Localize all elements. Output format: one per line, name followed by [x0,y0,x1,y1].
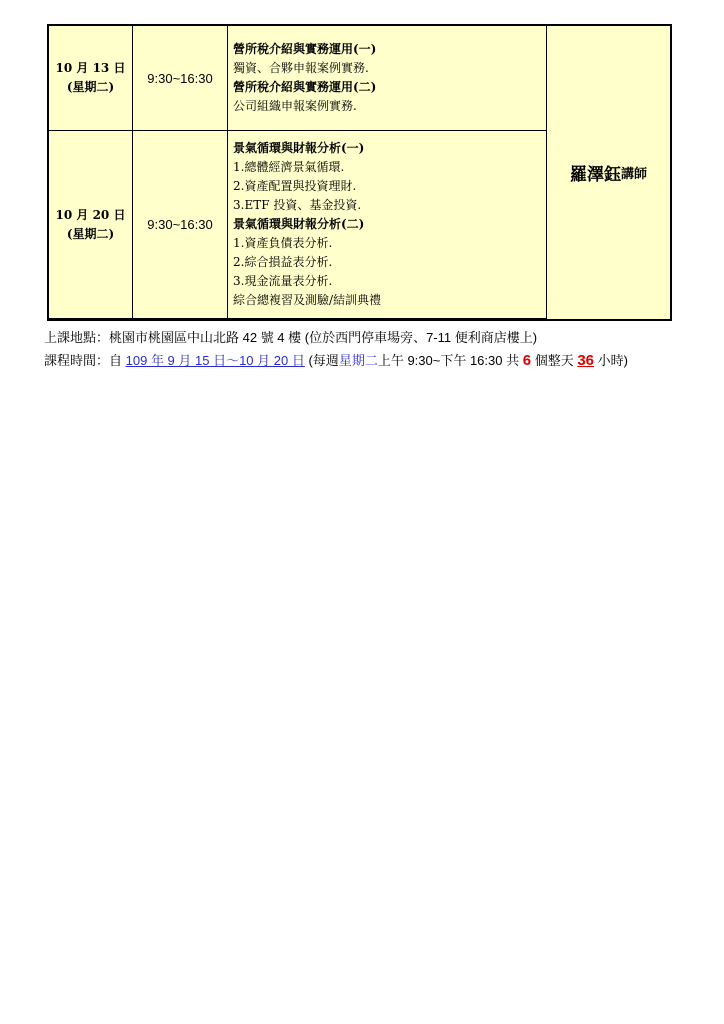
course-paren-open: (每週 [308,353,339,368]
topic-heading: 營所稅介紹與實務運用(二) [233,80,377,94]
course-days-unit: 個整天 [534,353,574,368]
course-hours-count: 36 [577,352,595,369]
time-cell [133,26,228,131]
topic-detail: 公司組織申報案例實務. [233,99,357,113]
date-text: 10 月 20 日 [55,207,126,222]
location-line [44,327,537,346]
date-cell [49,131,133,319]
date-cell [49,26,133,131]
content-cell [228,131,547,319]
instructor-title: 講師 [620,167,647,182]
location-label: 上課地點： [44,330,110,345]
topic-detail: 3.現金流量表分析. [233,274,333,288]
instructor-name: 羅澤鈺 [569,165,621,185]
course-time-line [44,350,628,369]
topic-detail: 獨資、合夥申報案例實務. [233,61,369,75]
topic-heading: 景氣循環與財報分析(一) [233,141,365,155]
instructor-cell [547,26,670,319]
topic-detail: 2.綜合損益表分析. [233,255,333,269]
date-text: 10 月 13 日 [55,61,126,75]
course-hours-unit: 小時) [597,353,628,368]
time-text: 9:30~16:30 [147,217,213,232]
weekday-text: (星期二) [66,226,115,241]
course-date-range: 109 年 9 月 15 日～10 月 20 日 [125,353,305,368]
topic-detail: 1.總體經濟景氣循環. [233,160,345,174]
topic-detail: 2.資產配置與投資理財. [233,179,357,193]
time-cell [133,131,228,319]
course-schedule-table [47,24,672,321]
topic-detail: 綜合總複習及測驗/結訓典禮 [233,293,382,307]
course-time-label: 課程時間：自 [44,353,123,368]
content-cell [228,26,547,131]
topic-heading: 景氣循環與財報分析(二) [233,217,365,231]
location-address: 桃園市桃園區中山北路 42 號 4 樓 [109,330,302,345]
topic-detail: 1.資產負債表分析. [233,236,333,250]
weekday-text: (星期二) [66,80,115,94]
course-days-count: 6 [522,352,532,369]
topic-detail: 3.ETF 投資、基金投資. [233,198,362,212]
location-note: (位於西門停車場旁、7-11 便利商店樓上) [304,330,538,345]
course-weekday: 星期二 [338,353,378,368]
time-text: 9:30~16:30 [147,70,213,86]
topic-heading: 營所稅介紹與實務運用(一) [233,42,377,56]
course-hours-text: 上午 9:30~下午 16:30 共 [377,353,520,368]
